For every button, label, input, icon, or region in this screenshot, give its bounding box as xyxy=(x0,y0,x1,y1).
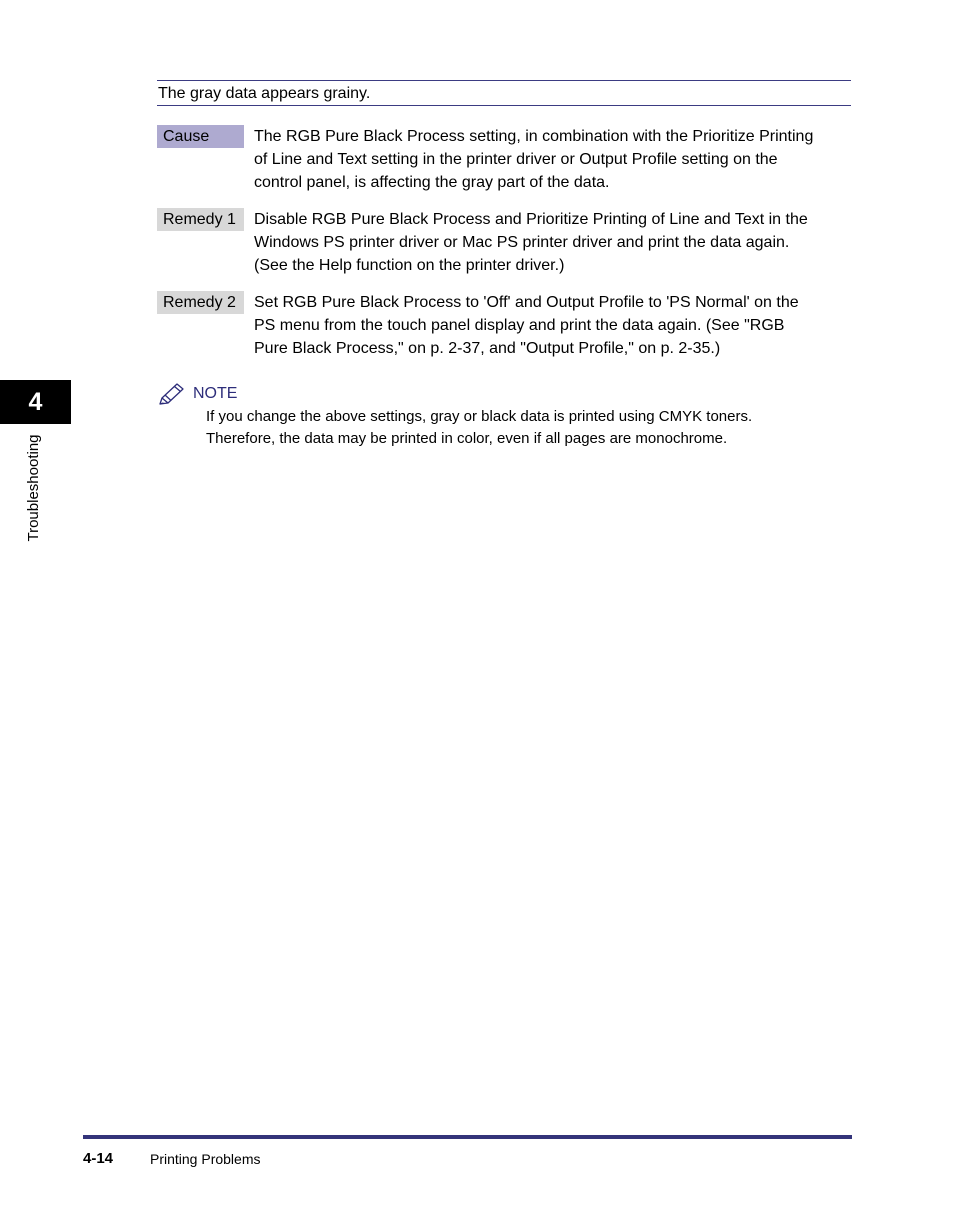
remedy-1-text-line: Windows PS printer driver or Mac PS printer driver and print the data again. xyxy=(254,234,790,251)
note-body xyxy=(206,406,846,450)
problem-title: The gray data appears grainy. xyxy=(158,85,371,102)
pencil-icon xyxy=(158,382,186,406)
chapter-title: Troubleshooting xyxy=(25,434,42,542)
remedy-1-text xyxy=(254,208,854,277)
cause-label: Cause xyxy=(157,125,244,148)
cause-text-line: The RGB Pure Black Process setting, in combination with the Prioritize Printing xyxy=(254,128,814,145)
footer-rule xyxy=(83,1135,852,1139)
cause-text-line: of Line and Text setting in the printer driver or Output Profile setting on the xyxy=(254,151,778,168)
remedy-1-text-line: (See the Help function on the printer driver.) xyxy=(254,257,565,274)
remedy-1-label: Remedy 1 xyxy=(157,208,244,231)
note-line: If you change the above settings, gray or black data is printed using CMYK toners. xyxy=(206,408,753,425)
remedy-2-label: Remedy 2 xyxy=(157,291,244,314)
footer-section-name: Printing Problems xyxy=(150,1151,261,1167)
problem-heading-box xyxy=(157,80,851,106)
cause-text xyxy=(254,125,854,194)
remedy-2-text-line: Set RGB Pure Black Process to 'Off' and Output Profile to 'PS Normal' on the xyxy=(254,294,799,311)
note-line: Therefore, the data may be printed in color, even if all pages are monochrome. xyxy=(206,430,728,447)
chapter-number-tab: 4 xyxy=(0,380,71,424)
remedy-2-text-line: Pure Black Process," on p. 2-37, and "Output Profile," on p. 2-35.) xyxy=(254,340,721,357)
remedy-2-text xyxy=(254,291,854,360)
page-number: 4-14 xyxy=(83,1150,114,1167)
remedy-1-text-line: Disable RGB Pure Black Process and Prioritize Printing of Line and Text in the xyxy=(254,211,808,228)
cause-text-line: control panel, is affecting the gray part of the data. xyxy=(254,174,610,191)
note-label: NOTE xyxy=(193,385,238,402)
remedy-2-text-line: PS menu from the touch panel display and print the data again. (See "RGB xyxy=(254,317,785,334)
